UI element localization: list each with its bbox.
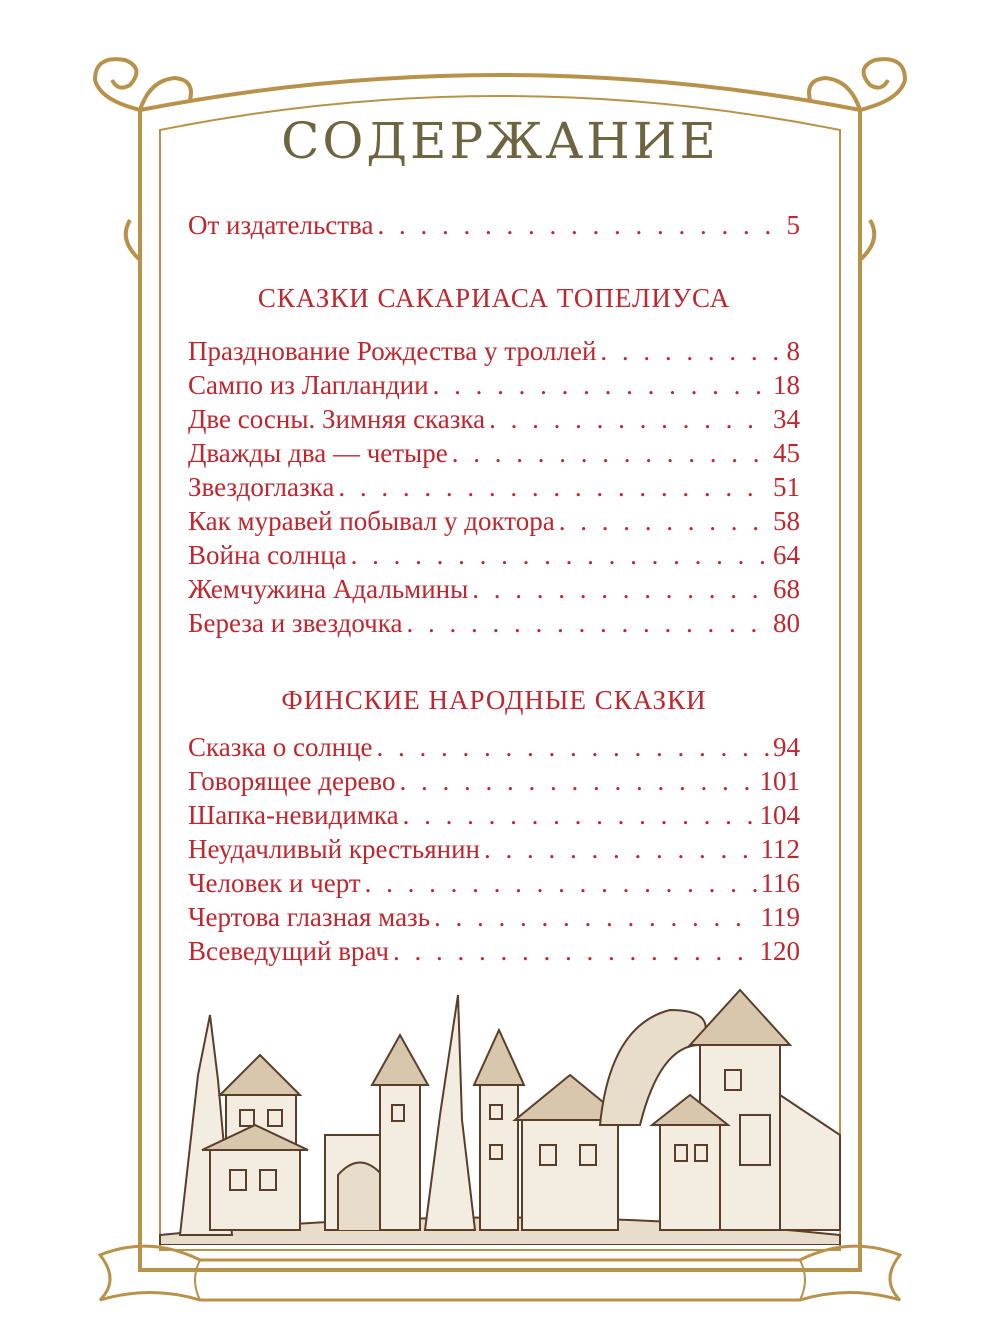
toc-entry[interactable] bbox=[188, 504, 800, 538]
page-title: СОДЕРЖАНИЕ bbox=[281, 112, 719, 170]
dot-leader bbox=[600, 334, 782, 368]
toc-entry-page: 112 bbox=[760, 834, 800, 864]
dot-leader bbox=[377, 208, 782, 242]
dot-leader bbox=[351, 538, 769, 572]
dot-leader bbox=[365, 866, 757, 900]
toc-entry-title: Как муравей побывал у доктора bbox=[188, 506, 555, 536]
toc-entry-page: 101 bbox=[759, 766, 800, 796]
toc-entry-page: 64 bbox=[773, 540, 800, 570]
toc-entry-page: 104 bbox=[759, 800, 800, 830]
toc-entry[interactable] bbox=[188, 208, 800, 242]
toc-entry-page: 18 bbox=[773, 370, 800, 400]
toc-entry-title: От издательства bbox=[188, 210, 374, 240]
toc-entry[interactable] bbox=[188, 538, 800, 572]
toc-entry[interactable] bbox=[188, 334, 800, 368]
toc-entry[interactable] bbox=[188, 470, 800, 504]
dot-leader bbox=[489, 402, 769, 436]
toc-entry-title: Звездоглазка bbox=[188, 472, 335, 502]
toc-entry-title: Сампо из Лапландии bbox=[188, 370, 429, 400]
toc-entry-title: Говорящее дерево bbox=[188, 766, 396, 796]
toc-entry-title: Неудачливый крестьянин bbox=[188, 834, 480, 864]
toc-entry-page: 119 bbox=[760, 902, 800, 932]
toc-entry[interactable] bbox=[188, 798, 800, 832]
toc-entry-title: Человек и черт bbox=[188, 868, 361, 898]
dot-leader bbox=[377, 730, 769, 764]
dot-leader bbox=[484, 832, 757, 866]
toc-entry[interactable] bbox=[188, 934, 800, 968]
table-of-contents bbox=[188, 208, 800, 968]
dot-leader bbox=[400, 764, 756, 798]
toc-entry-title: Празднование Рождества у троллей bbox=[188, 336, 597, 366]
toc-entry-page: 34 bbox=[773, 404, 800, 434]
section-heading: ФИНСКИЕ НАРОДНЫЕ СКАЗКИ bbox=[281, 685, 707, 715]
toc-entry-title: Всеведущий врач bbox=[188, 936, 389, 966]
toc-entry-page: 45 bbox=[773, 438, 800, 468]
toc-entry-page: 8 bbox=[786, 336, 800, 366]
section-heading: СКАЗКИ САКАРИАСА ТОПЕЛИУСА bbox=[257, 283, 731, 313]
dot-leader bbox=[559, 504, 769, 538]
toc-entry-title: Война солнца bbox=[188, 540, 347, 570]
toc-entry-page: 68 bbox=[773, 574, 800, 604]
toc-entry[interactable] bbox=[188, 436, 800, 470]
toc-entry[interactable] bbox=[188, 606, 800, 640]
dot-leader bbox=[434, 900, 756, 934]
toc-entry[interactable] bbox=[188, 368, 800, 402]
toc-entry[interactable] bbox=[188, 900, 800, 934]
dot-leader bbox=[393, 934, 756, 968]
toc-entry[interactable] bbox=[188, 730, 800, 764]
dot-leader bbox=[472, 572, 769, 606]
toc-entry-page: 51 bbox=[773, 472, 800, 502]
toc-entry-page: 5 bbox=[786, 210, 800, 240]
toc-entry[interactable] bbox=[188, 572, 800, 606]
toc-entry-page: 116 bbox=[760, 868, 800, 898]
toc-entry-title: Жемчужина Адальмины bbox=[188, 574, 469, 604]
toc-entry-page: 58 bbox=[773, 506, 800, 536]
toc-entry-title: Шапка-невидимка bbox=[188, 800, 399, 830]
toc-entry[interactable] bbox=[188, 866, 800, 900]
toc-entry-title: Две сосны. Зимняя сказка bbox=[188, 404, 486, 434]
dot-leader bbox=[452, 436, 769, 470]
dot-leader bbox=[433, 368, 769, 402]
toc-entry-title: Сказка о солнце bbox=[188, 732, 373, 762]
toc-entry-page: 120 bbox=[759, 936, 800, 966]
dot-leader bbox=[406, 606, 769, 640]
toc-entry-page: 80 bbox=[773, 608, 800, 638]
toc-entry-title: Береза и звездочка bbox=[188, 608, 403, 638]
toc-entry-title: Дважды два — четыре bbox=[188, 438, 448, 468]
toc-entry[interactable] bbox=[188, 764, 800, 798]
toc-entry[interactable] bbox=[188, 832, 800, 866]
toc-entry-page: 94 bbox=[773, 732, 800, 762]
toc-entry[interactable] bbox=[188, 402, 800, 436]
toc-entry-title: Чертова глазная мазь bbox=[188, 902, 431, 932]
dot-leader bbox=[403, 798, 756, 832]
village-illustration bbox=[140, 985, 860, 1245]
dot-leader bbox=[338, 470, 769, 504]
